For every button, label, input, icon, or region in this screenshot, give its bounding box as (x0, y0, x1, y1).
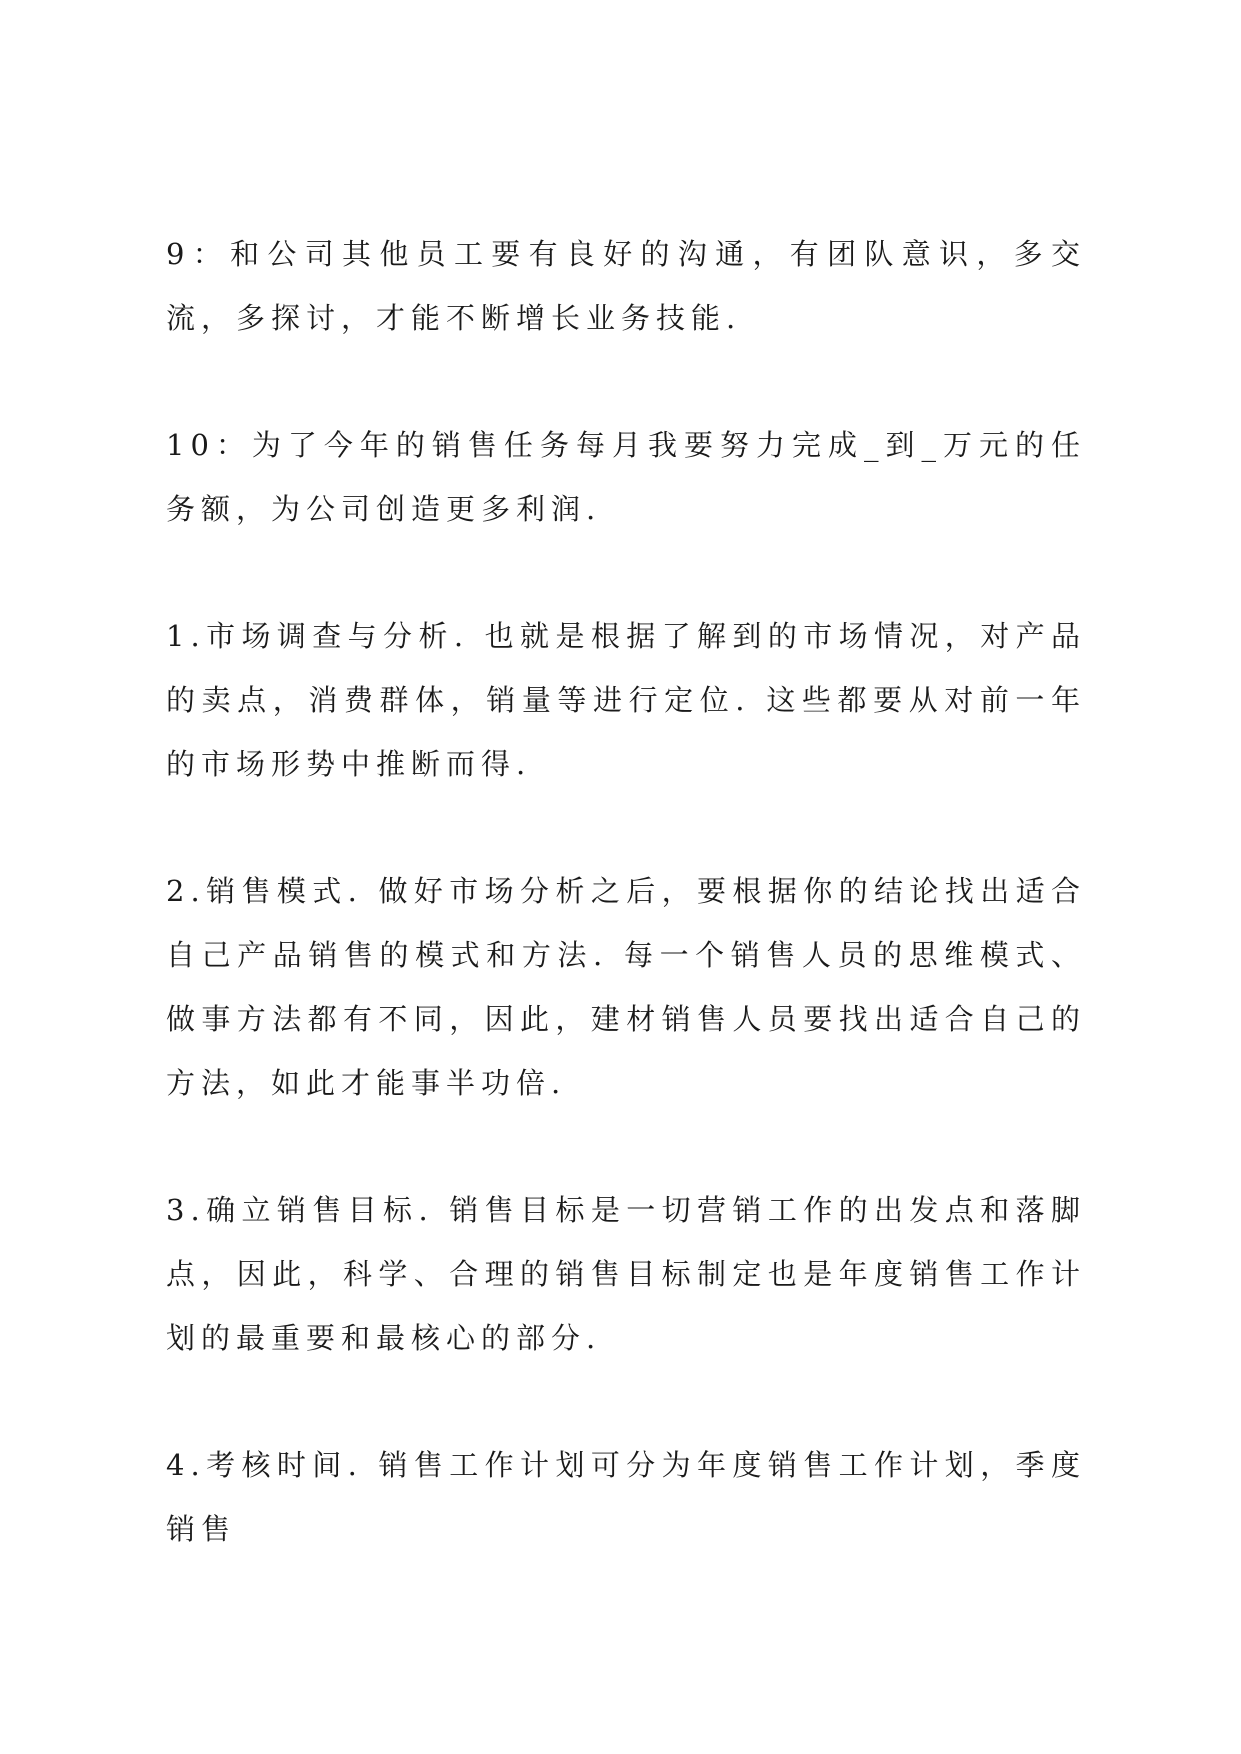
paragraph-market-analysis: 1.市场调查与分析. 也就是根据了解到的市场情况，对产品的卖点，消费群体，销量等进行定位. 这些都要从对前一年的市场形势中推断而得. (166, 619, 1086, 781)
paragraph-sales-mode: 2.销售模式. 做好市场分析之后，要根据你的结论找出适合自己产品销售的模式和方法. 每一个销售人员的思维模式、做事方法都有不同，因此，建材销售人员要找出适合自己的方法，如此才能事半功倍. (166, 874, 1086, 1100)
document-body (166, 222, 1086, 1561)
paragraph-sales-target: 3.确立销售目标. 销售目标是一切营销工作的出发点和落脚点，因此，科学、合理的销售目标制定也是年度销售工作计划的最重要和最核心的部分. (166, 1193, 1086, 1355)
paragraph-item-9: 9：和公司其他员工要有良好的沟通，有团队意识，多交流，多探讨，才能不断增长业务技能. (166, 237, 1086, 335)
paragraph-item-10: 10：为了今年的销售任务每月我要努力完成_到_万元的任务额，为公司创造更多利润. (166, 428, 1086, 526)
paragraph-assessment-time: 4.考核时间. 销售工作计划可分为年度销售工作计划，季度销售 (166, 1448, 1086, 1546)
